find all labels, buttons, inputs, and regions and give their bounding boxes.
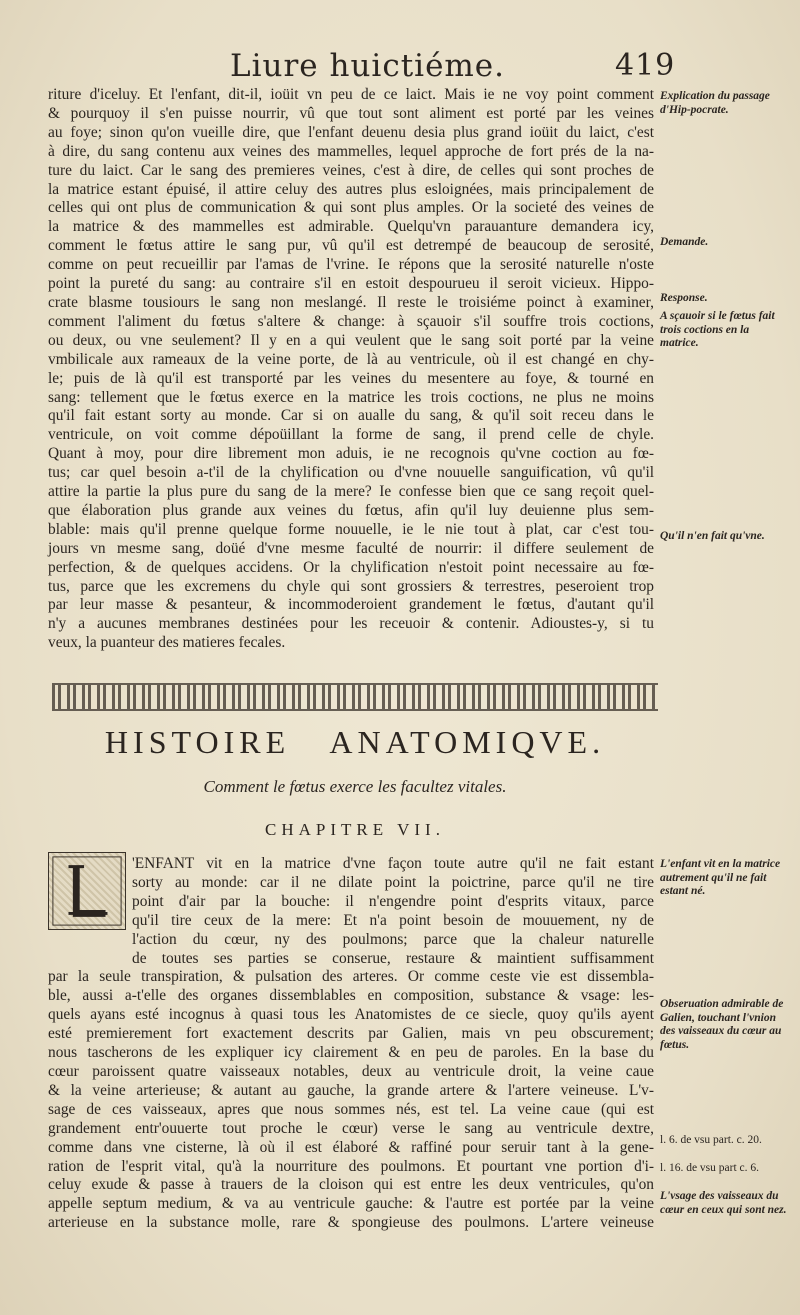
text-line: comme on peut recueillir par l'amas de l'vrine. Ie répons que la serosité naturelle n'oste xyxy=(48,256,654,274)
text-line: la matrice & des mammelles est admirable. Quelqu'vn parauanture demandera icy, xyxy=(48,218,654,236)
section-subtitle: Comment le fœtus exerce les facultez vitales. xyxy=(203,777,507,796)
running-title: Liure huictiéme. xyxy=(230,48,506,84)
text-line: qu'il fait estant sorty au monde. Car si on aualle du sang, & qu'il soit receu dans le xyxy=(48,407,654,425)
text-line: nous tascherons de les expliquer icy clairement & en peu de paroles. En la base du xyxy=(48,1044,654,1062)
text-line: ventricule, on voit comme dépoüillant la forme de sang, il prend celle de chyle. xyxy=(48,426,654,444)
text-line: à dire, du sang contenu aux veines des mammelles, lequel approche de fort prés de la na- xyxy=(48,142,654,160)
text-line: le; puis de là qu'il est transporté par les veines du mesentere au foye, & tourné en xyxy=(48,369,654,387)
text-line: qu'il tire ceux de la mere: Et n'a point besoin de mouuement, ny de xyxy=(132,911,654,929)
decorative-band xyxy=(52,683,658,711)
margin-note: Demande. xyxy=(660,236,709,248)
text-line: appelle septum medium, & va au ventricule gauche: & l'autre est portée par la veine xyxy=(48,1195,654,1213)
margin-note: l. 16. de vsu part c. 6. xyxy=(660,1162,760,1174)
text-line: de toutes ses parties se conserue, restaure & maintient suffisamment xyxy=(132,949,654,967)
section-title: HISTOIRE ANATOMIQVE. xyxy=(104,724,606,760)
text-line: blable: mais qu'il prenne quelque forme nouuelle, ie le nie tout à plat, car c'est tou- xyxy=(48,520,654,538)
text-line: l'action du cœur, ny des poulmons; parce que la chaleur naturelle xyxy=(132,930,654,948)
text-line: Quant à moy, pour dire librement mon aduis, ie ne recognois qu'vne coction au fœ- xyxy=(48,445,654,463)
text-line: quels ayans esté incognus à quasi tous les Anatomistes de ce siecle, quoy qu'ils ayent xyxy=(48,1006,654,1024)
text-line: veux, la puanteur des matieres fecales. xyxy=(48,634,286,652)
text-line: crate blasme tousiours le sang non meslangé. Il reste le troisiéme poinct à examiner, xyxy=(48,293,654,311)
text-line: esté premierement fort exactement descrits par Galien, mais vn peu obscurement; xyxy=(48,1025,654,1043)
text-line: 'ENFANT vit en la matrice d'vne façon toute autre qu'il ne fait estant xyxy=(132,855,654,872)
text-line: que élaboration plus grande aux veines du fœtus, afin qu'il luy deuienne plus sem- xyxy=(48,501,654,519)
text-line: & la veine arterieuse; & autant au gauche, la grande artere & l'artere veineuse. L'v- xyxy=(48,1081,654,1099)
text-line: ou deux, ou vne seulement? Il y en a qui veulent que le sang soit porté par la veine xyxy=(48,331,654,349)
text-line: attire la partie la plus pure du sang de la mere? Ie confesse bien que ce sang reçoit quel- xyxy=(48,483,654,501)
margin-note: A sçauoir si le fœtus fait trois coctions en la matrice. xyxy=(660,310,775,349)
body-text-block-1 xyxy=(48,86,654,653)
text-line: ble, aussi a-t'elle des organes dissemblables en composition, substance & vsage: les- xyxy=(48,987,654,1005)
text-line: comme dans vne cisterne, là où il est élaboré & raffiné pour seruir tant à la gene- xyxy=(48,1138,654,1156)
text-line: point d'air par la bouche: il n'engendre point d'esprits vitaux, parce xyxy=(132,892,654,910)
running-head xyxy=(230,48,676,84)
margin-note: l. 6. de vsu part. c. 20. xyxy=(660,1134,762,1146)
text-line: jours vn mesme sang, doüé d'vne mesme faculté de nourrir: il differe seulement de xyxy=(48,539,654,557)
text-line: comment l'aliment du fœtus s'altere & change: à sçauoir s'il souffre trois coctions, xyxy=(48,312,654,330)
text-line: tus, parce que les excremens du chyle qui sont grossiers & terrestres, peseroient trop xyxy=(48,577,654,595)
text-line: point la pureté du sang: au contraire s'il en estoit despourueu il seroit vicieux. Hippo- xyxy=(48,275,654,293)
text-line: cœur paroissent quatre vaisseaux notables, deux au ventricule droit, la veine caue xyxy=(48,1062,654,1080)
text-line: grandement entr'ouuerte tout proche le cœur) verse le sang au ventricule dextre, xyxy=(48,1119,654,1137)
text-line: n'y a aucunes membranes destinées pour les receuoir & contenir. Adioustes-y, si tu xyxy=(48,615,654,633)
chapter-heading: CHAPITRE VII. xyxy=(265,820,445,839)
page-number: 419 xyxy=(615,48,676,83)
margin-note: Obseruation admirable de Galien, touchant l'vnion des vaisseaux du cœur au fœtus. xyxy=(660,998,784,1051)
text-line: tus; car quel besoin a-t'il de la chylification ou d'vne nouuelle sanguification, vû qu'il xyxy=(48,464,654,482)
text-line: sorty au monde: car il ne dilate point la poictrine, parce qu'il ne tire xyxy=(132,873,654,891)
margin-note: Qu'il n'en fait qu'vne. xyxy=(660,530,765,542)
margin-note: L'enfant vit en la matrice autrement qu'il ne fait estant né. xyxy=(660,858,781,897)
text-line: vmbilicale aux rameaux de la veine porte, de là au ventricule, où il est changé en chy- xyxy=(48,350,654,368)
body-text-block-2 xyxy=(48,855,654,1233)
text-line: sage de ces vaisseaux, apres que nous sommes nés, est tel. La veine caue (qui est xyxy=(48,1100,654,1118)
text-line: & pourquoy il s'en puisse nourrir, vû que tout sont aliment est porté par les veines xyxy=(48,104,654,122)
margin-note: Explication du passage d'Hip-pocrate. xyxy=(660,90,770,116)
text-line: la matrice estant épuisé, il attire celuy des autres plus esloignées, mais principalement de xyxy=(48,180,654,198)
text-line: celles qui ont plus de communication & qui sont plus amples. Or la societé des veines de xyxy=(48,199,654,217)
text-line: perfection, & de quelques accidens. Or la chylification n'estoit point necessaire au fœ- xyxy=(48,558,654,576)
text-line: par leur masse & pesanteur, & incommoderoient grandement le fœtus, d'autant qu'il xyxy=(48,596,654,614)
text-line: riture d'iceluy. Et l'enfant, dit-il, ioüit vn peu de ce laict. Mais ie ne voy point comment xyxy=(48,86,654,103)
margin-note: L'vsage des vaisseaux du cœur en ceux qui sont nez. xyxy=(660,1190,787,1216)
text-line: ture du laict. Car le sang des premieres veines, c'est à dire, de celles qui sont proches de xyxy=(48,161,654,179)
text-line: celuy exude & passe à trauers de la cloison qui est entre les deux ventricules, qu'on xyxy=(48,1176,654,1194)
text-line: arterieuse en la substance molle, rare & spongieuse des poulmons. L'artere veineuse xyxy=(48,1214,654,1232)
text-line: ration de l'esprit vital, qu'à la nourriture des poulmons. Et pourtant vne portion d'i- xyxy=(48,1157,654,1175)
text-line: sang: tellement que le fœtus exerce en la matrice les trois coctions, ne plus ne moins xyxy=(48,388,654,406)
text-line: par la seule transpiration, & pulsation des arteres. Or comme ceste vie est dissembla- xyxy=(48,968,654,986)
text-line: comment le fœtus attire le sang pur, vû qu'il est detrempé de beaucoup de serosité, xyxy=(48,237,654,255)
margin-note: Response. xyxy=(660,292,708,304)
text-line: au foye; sinon qu'on vueille dire, que l'enfant deuenu desia plus grand ioüit du laict, c'est xyxy=(48,123,654,141)
